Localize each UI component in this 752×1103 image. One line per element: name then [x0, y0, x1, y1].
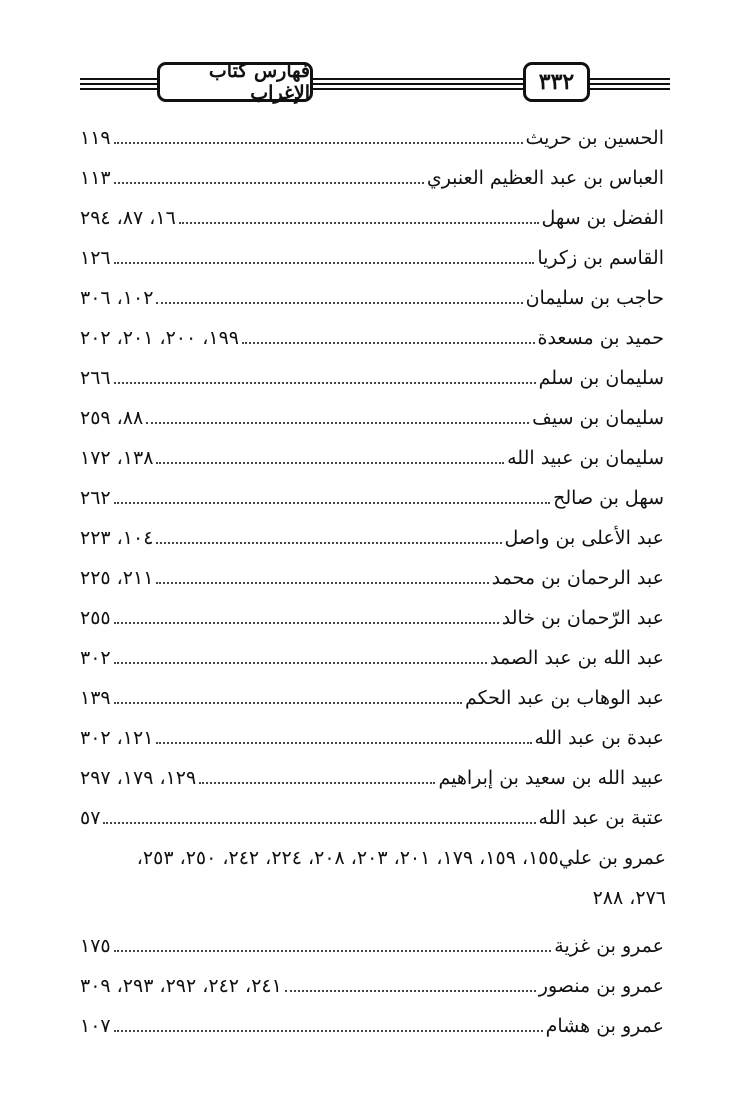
index-entry — [80, 158, 664, 190]
dot-leader — [114, 662, 487, 664]
entry-name: عتبة بن عبد الله — [538, 807, 664, 829]
entry-pages: ١٠٤، ٢٢٣ — [80, 527, 154, 549]
dot-leader — [156, 302, 522, 304]
entry-pages: ١٦، ٨٧، ٢٩٤ — [80, 207, 176, 229]
index-entry — [80, 358, 664, 390]
dot-leader — [146, 422, 529, 424]
entry-name: العباس بن عبد العظيم العنبري — [426, 167, 664, 189]
index-entry — [80, 1006, 664, 1038]
index-entry-wrapped — [66, 846, 666, 918]
entry-name: الفضل بن سهل — [541, 207, 664, 229]
entry-pages: ١٢٦ — [80, 247, 111, 269]
entry-name: عبد الرحمان بن محمد — [491, 567, 664, 589]
entry-pages: ١٢٩، ١٧٩، ٢٩٧ — [80, 767, 197, 789]
entry-pages: ٢٦٢ — [80, 487, 111, 509]
dot-leader — [179, 222, 539, 224]
dot-leader — [242, 342, 534, 344]
index-entry — [80, 558, 664, 590]
entry-pages: ١٧٥ — [80, 935, 111, 957]
index-entry — [80, 518, 664, 550]
page-number: ٣٣٢ — [538, 69, 575, 95]
entry-pages: ٨٨، ٢٥٩ — [80, 407, 144, 429]
entry-pages: ١٣٨، ١٧٢ — [80, 447, 154, 469]
index-entry — [80, 718, 664, 750]
dot-leader — [114, 262, 535, 264]
dot-leader — [156, 542, 501, 544]
dot-leader — [285, 990, 536, 992]
dot-leader — [114, 702, 462, 704]
entry-name: عمرو بن غزية — [554, 935, 664, 957]
index-entry — [80, 966, 664, 998]
dot-leader — [114, 142, 523, 144]
entry-name: عبد الوهاب بن عبد الحكم — [464, 687, 664, 709]
entry-name: سليمان بن عبيد الله — [507, 447, 664, 469]
entry-pages: ١٠٢، ٣٠٦ — [80, 287, 154, 309]
entry-pages: ٢٥٥ — [80, 607, 111, 629]
entry-pages: ١٣٩ — [80, 687, 111, 709]
dot-leader — [103, 822, 535, 824]
entry-pages: ٢٦٦ — [80, 367, 111, 389]
entry-name: عبد الأعلى بن واصل — [504, 527, 664, 549]
entry-name: حميد بن مسعدة — [537, 327, 664, 349]
dot-leader — [156, 582, 488, 584]
index-entry — [80, 438, 664, 470]
entry-line-2 — [66, 886, 666, 910]
entry-name: الحسين بن حريث — [525, 127, 664, 149]
index-entry — [80, 678, 664, 710]
entry-name: عبيد الله بن سعيد بن إبراهيم — [438, 767, 664, 789]
entry-name: سهل بن صالح — [553, 487, 664, 509]
index-entry — [80, 278, 664, 310]
entry-name: سليمان بن سلم — [538, 367, 664, 389]
dot-leader — [114, 1030, 543, 1032]
entry-name: القاسم بن زكريا — [537, 247, 664, 269]
entry-name: عمرو بن هشام — [545, 1015, 664, 1037]
index-entry — [80, 758, 664, 790]
entry-name: حاجب بن سليمان — [525, 287, 664, 309]
dot-leader — [114, 502, 551, 504]
index-entry — [80, 478, 664, 510]
entry-line-1: عمرو بن علي١٥٥، ١٥٩، ١٧٩، ٢٠١، ٢٠٣، ٢٠٨، ٢٢٤، ٢٤٢، ٢٥٠، ٢٥٣، — [136, 847, 666, 869]
index-entry — [80, 398, 664, 430]
index-entry — [80, 638, 664, 670]
entry-pages-continued: ٢٧٦، ٢٨٨ — [592, 887, 666, 909]
entry-pages: ١٢١، ٣٠٢ — [80, 727, 154, 749]
dot-leader — [114, 950, 552, 952]
entry-pages: ٥٧ — [80, 807, 101, 829]
entry-name: عبد الرّحمان بن خالد — [501, 607, 664, 629]
entry-pages: ١١٣ — [80, 167, 111, 189]
dot-leader — [114, 182, 424, 184]
entry-pages: ١٠٧ — [80, 1015, 111, 1037]
entry-pages: ٣٠٢ — [80, 647, 111, 669]
entry-name: سليمان بن سيف — [532, 407, 664, 429]
dot-leader — [114, 622, 499, 624]
entry-pages: ٢٤١، ٢٤٢، ٢٩٢، ٢٩٣، ٣٠٩ — [80, 975, 282, 997]
index-entry — [80, 118, 664, 150]
index-entry — [80, 926, 664, 958]
entry-pages: ٢١١، ٢٢٥ — [80, 567, 154, 589]
index-entry — [80, 198, 664, 230]
index-entry — [80, 798, 664, 830]
entry-pages: ١١٩ — [80, 127, 111, 149]
entry-name: عبدة بن عبد الله — [534, 727, 664, 749]
dot-leader — [199, 782, 435, 784]
entry-name: عمرو بن منصور — [538, 975, 664, 997]
entry-pages: ١٩٩، ٢٠٠، ٢٠١، ٢٠٢ — [80, 327, 240, 349]
running-head-title-text: فهارس كتاب الإغراب — [208, 60, 310, 104]
dot-leader — [156, 462, 504, 464]
entry-name: عبد الله بن عبد الصمد — [489, 647, 664, 669]
dot-leader — [156, 742, 531, 744]
index-entry — [80, 318, 664, 350]
dot-leader — [114, 382, 536, 384]
index-entry — [80, 238, 664, 270]
index-entry — [80, 598, 664, 630]
